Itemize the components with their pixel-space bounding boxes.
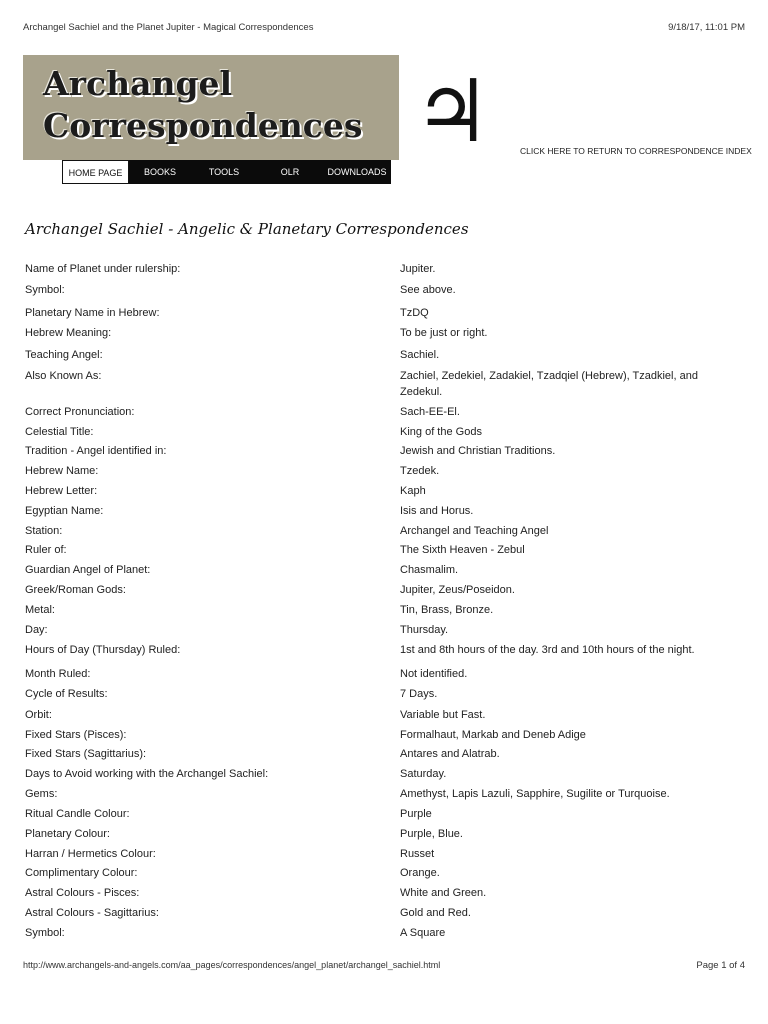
row-label: Fixed Stars (Sagittarius): [25,748,147,760]
main-nav [62,160,391,184]
row-value: Saturday. [400,768,447,780]
row-label: Gems: [25,788,58,800]
row-label: Greek/Roman Gods: [25,584,126,596]
row-value: 7 Days. [400,688,438,700]
page-title: Archangel Sachiel - Angelic & Planetary Correspondences [25,220,469,238]
banner-line-1: Archangel [43,64,233,103]
row-label: Correct Pronunciation: [25,406,135,418]
row-value: 1st and 8th hours of the day. 3rd and 10th hours of the night. [400,644,695,656]
row-value: Amethyst, Lapis Lazuli, Sapphire, Sugilite or Turquoise. [400,788,670,800]
row-value: Antares and Alatrab. [400,748,500,760]
row-label: Harran / Hermetics Colour: [25,848,156,860]
row-value: TzDQ [400,307,429,319]
row-label: Celestial Title: [25,426,94,438]
nav-books[interactable]: BOOKS [143,167,176,177]
print-footer-page-number: Page 1 of 4 [696,960,745,971]
banner-text [43,63,362,147]
row-label: Ruler of: [25,544,67,556]
row-label: Symbol: [25,927,65,939]
row-value: King of the Gods [400,426,482,438]
site-banner-logo[interactable] [23,55,399,160]
jupiter-symbol-icon [413,62,491,162]
row-label: Name of Planet under rulership: [25,263,181,275]
row-value: Jupiter, Zeus/Poseidon. [400,584,515,596]
print-header-datetime: 9/18/17, 11:01 PM [668,22,745,33]
row-label: Day: [25,624,48,636]
row-label: Cycle of Results: [25,688,108,700]
banner-line-2: Correspondences [43,106,363,145]
row-value: To be just or right. [400,327,488,339]
row-label: Tradition - Angel identified in: [25,445,167,457]
row-value: Archangel and Teaching Angel [400,525,549,537]
row-label: Symbol: [25,284,65,296]
row-value: Variable but Fast. [400,709,486,721]
row-label: Days to Avoid working with the Archangel Sachiel: [25,768,269,780]
row-label: Egyptian Name: [25,505,104,517]
row-label: Planetary Colour: [25,828,110,840]
jupiter-glyph: ♃ [413,62,491,162]
row-value: Zachiel, Zedekiel, Zadakiel, Tzadqiel (Hebrew), Tzadkiel, and Zedekul. [400,370,698,398]
row-label: Astral Colours - Sagittarius: [25,907,159,919]
row-label: Month Ruled: [25,668,91,680]
row-label: Astral Colours - Pisces: [25,887,140,899]
row-value: Jupiter. [400,263,436,275]
row-value: See above. [400,284,456,296]
row-value: Purple [400,808,432,820]
row-value: Isis and Horus. [400,505,474,517]
row-label: Orbit: [25,709,52,721]
row-value: Gold and Red. [400,907,471,919]
nav-tools[interactable]: TOOLS [208,167,240,177]
row-label: Guardian Angel of Planet: [25,564,151,576]
row-value: Orange. [400,867,440,879]
row-value: Chasmalim. [400,564,459,576]
row-value: Kaph [400,485,426,497]
row-value: Thursday. [400,624,449,636]
row-value: Jewish and Christian Traditions. [400,445,556,457]
return-to-index-link[interactable]: CLICK HERE TO RETURN TO CORRESPONDENCE INDEX [520,146,752,156]
row-label: Planetary Name in Hebrew: [25,307,160,319]
row-label: Metal: [25,604,55,616]
nav-downloads[interactable]: DOWNLOADS [327,167,387,177]
row-label: Teaching Angel: [25,349,103,361]
row-label: Ritual Candle Colour: [25,808,130,820]
row-label: Hebrew Name: [25,465,99,477]
nav-home-page[interactable]: HOME PAGE [62,160,129,184]
nav-olr[interactable]: OLR [280,167,300,177]
row-value: Sach-EE-El. [400,406,460,418]
row-value: Sachiel. [400,349,440,361]
row-value: White and Green. [400,887,487,899]
row-value: A Square [400,927,446,939]
row-value: The Sixth Heaven - Zebul [400,544,525,556]
print-header-title: Archangel Sachiel and the Planet Jupiter - Magical Correspondences [23,22,314,33]
row-label: Fixed Stars (Pisces): [25,729,127,741]
print-footer-url: http://www.archangels-and-angels.com/aa_pages/correspondences/angel_planet/archangel_sachiel.html [23,960,441,970]
row-label: Hours of Day (Thursday) Ruled: [25,644,181,656]
row-label: Complimentary Colour: [25,867,138,879]
row-value: Tin, Brass, Bronze. [400,604,494,616]
row-value: Formalhaut, Markab and Deneb Adige [400,729,586,741]
row-label: Hebrew Meaning: [25,327,112,339]
row-value: Tzedek. [400,465,440,477]
row-value: Not identified. [400,668,468,680]
row-label: Hebrew Letter: [25,485,98,497]
row-label: Also Known As: [25,370,102,382]
row-label: Station: [25,525,63,537]
row-value: Purple, Blue. [400,828,463,840]
row-value: Russet [400,848,435,860]
